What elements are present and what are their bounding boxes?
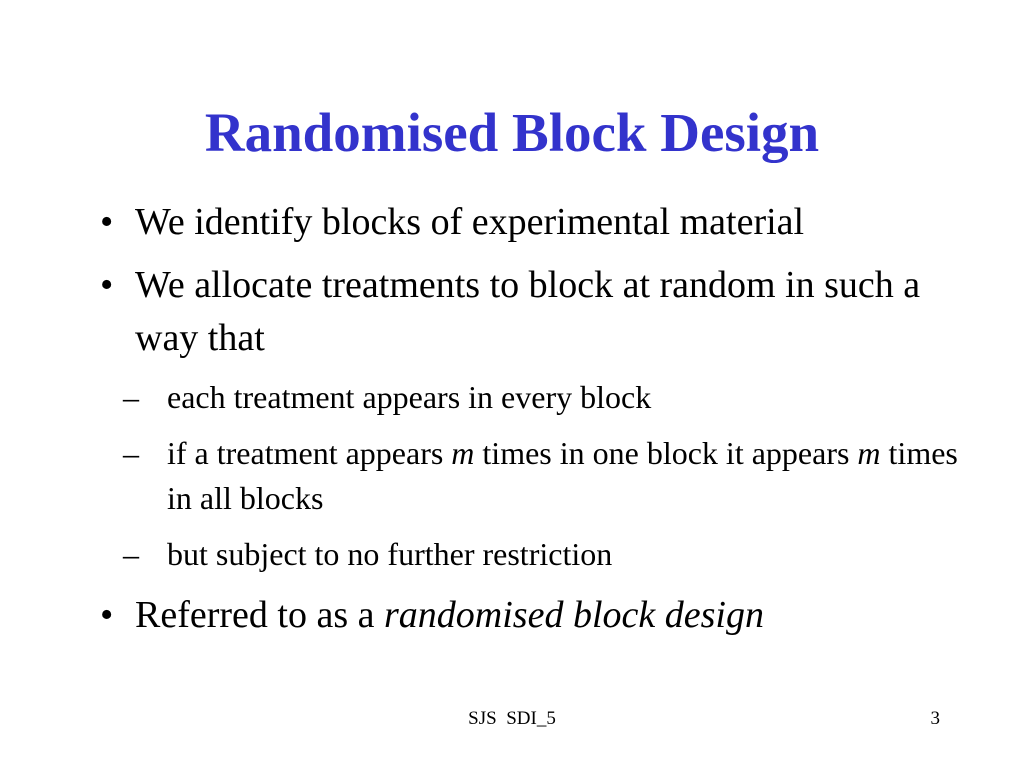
bullet-text: We identify blocks of experimental material <box>135 201 805 243</box>
sub-bullet-item <box>123 532 980 577</box>
sub-bullet-text <box>167 435 958 516</box>
bullet-marker: • <box>100 264 114 306</box>
sub-bullet-marker: – <box>123 435 139 471</box>
bullet-text <box>135 594 764 636</box>
sub-bullet-text-part: times in all blocks <box>167 435 958 516</box>
sub-bullet-list <box>100 375 980 577</box>
page-number: 3 <box>930 708 940 729</box>
sub-bullet-item <box>123 431 980 521</box>
sub-bullet-text: but subject to no further restriction <box>167 536 613 572</box>
bullet-text: We allocate treatments to block at random in such a way that <box>135 264 921 359</box>
footer-label: SJS SDI_5 <box>468 708 556 729</box>
emphasis-term: randomised block design <box>384 594 764 636</box>
sub-bullet-text-part: if a treatment appears <box>167 435 452 471</box>
bullet-text-part: Referred to as a <box>135 594 384 636</box>
sub-bullet-item <box>123 375 980 420</box>
variable-m: m <box>857 435 881 471</box>
sub-bullet-text: each treatment appears in every block <box>167 379 652 415</box>
bullet-item <box>100 589 980 642</box>
variable-m: m <box>451 435 475 471</box>
bullet-marker: • <box>100 201 114 243</box>
bullet-item <box>100 259 980 365</box>
sub-bullet-marker: – <box>123 536 139 572</box>
sub-bullet-text-part: times in one block it appears <box>474 435 858 471</box>
sub-bullet-marker: – <box>123 379 139 415</box>
bullet-item <box>100 196 980 249</box>
bullet-marker: • <box>100 594 114 636</box>
bullet-list <box>100 196 980 652</box>
slide-title: Randomised Block Design <box>204 102 820 163</box>
